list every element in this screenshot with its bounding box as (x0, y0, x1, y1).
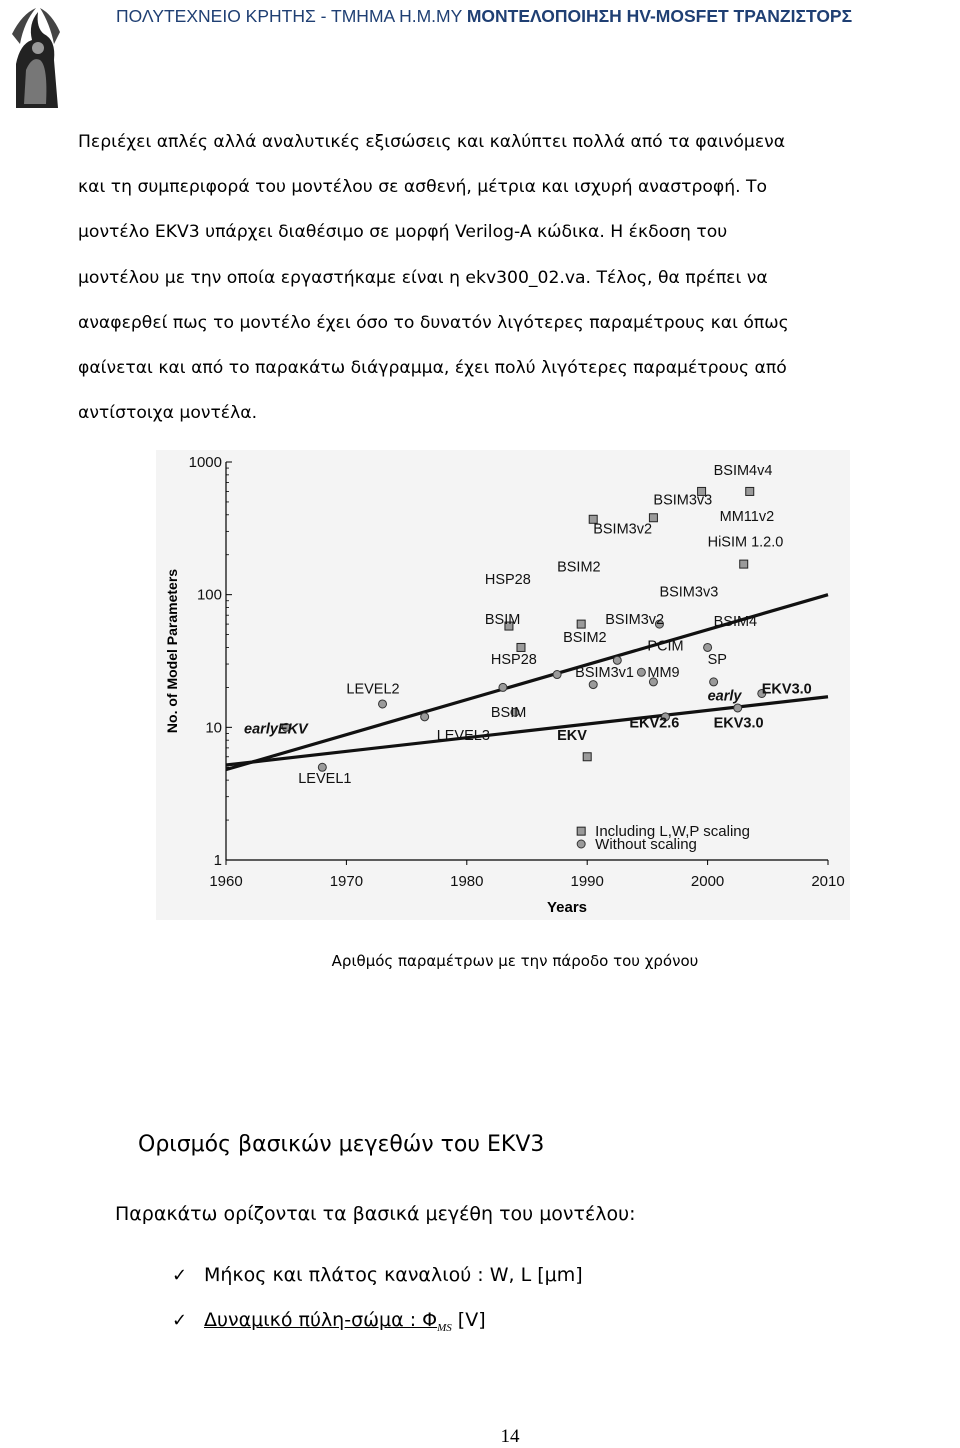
legend-label: Including L,W,P scaling (595, 823, 750, 841)
point-annotation: BSIM3v3 (659, 584, 719, 601)
point-annotation: BSIM2 (563, 629, 607, 646)
intro-paragraph (78, 120, 878, 436)
x-tick-label: 1990 (570, 873, 604, 890)
x-tick-label: 1980 (450, 873, 484, 890)
point-annotation: MM9 (647, 664, 680, 681)
point-annotation: HSP28 (490, 652, 537, 669)
point-annotation: BSIM (484, 612, 521, 629)
point-annotation: SP (707, 652, 727, 669)
y-tick-label: 1 (213, 852, 222, 869)
list-item (172, 1264, 583, 1309)
x-tick-label: 2010 (811, 873, 845, 890)
point-annotation: BSIM3v2 (605, 612, 665, 629)
data-point-circle (704, 643, 712, 651)
paragraph-line: αντίστοιχα μοντέλα. (78, 403, 258, 424)
legend-square-marker (577, 827, 585, 835)
checkmark-icon: ✓ (172, 1265, 188, 1286)
data-point-square (577, 620, 585, 628)
point-annotation: LEVEL2 (346, 681, 400, 698)
point-annotation: PCIM (647, 638, 684, 655)
checkmark-icon: ✓ (172, 1310, 188, 1331)
point-annotation: HSP28 (484, 572, 531, 589)
data-point-circle (421, 713, 429, 721)
bullet-text: Δυναμικό πύλη-σώμα : Φ (204, 1309, 438, 1331)
data-point-circle (613, 656, 621, 664)
x-tick-label: 1960 (209, 873, 243, 890)
point-annotation: earlyEKV (244, 721, 308, 738)
point-annotation: LEVEL3 (436, 728, 490, 745)
header-department: ΠΟΛΥΤΕΧΝΕΙΟ ΚΡΗΤΗΣ - ΤΜΗΜΑ Η.Μ.ΜΥ (116, 6, 462, 26)
list-item (172, 1309, 583, 1354)
subscript: MS (437, 1322, 452, 1334)
point-annotation: HiSIM 1.2.0 (707, 534, 784, 551)
data-point-circle (318, 763, 326, 771)
data-point-circle (710, 678, 718, 686)
paragraph-line: αναφερθεί πως το μοντέλο έχει όσο το δυνατόν λιγότερες παραμέτρους και όπως (78, 312, 789, 333)
legend-label: Without scaling (595, 836, 697, 854)
point-annotation: BSIM4 (713, 614, 758, 631)
point-annotation: BSIM3v2 (593, 521, 653, 538)
paragraph-line: Περιέχει απλές αλλά αναλυτικές εξισώσεις και καλύπτει πολλά από τα φαινόμενα (78, 132, 786, 152)
y-axis-label: No. of Model Parameters (164, 568, 180, 734)
y-tick-label: 10 (205, 719, 222, 737)
point-annotation: EKV2.6 (629, 715, 680, 732)
point-annotation: EKV3.0 (761, 681, 812, 698)
data-point-circle (553, 671, 561, 679)
data-point-circle (499, 683, 507, 691)
data-point-circle (589, 681, 597, 689)
paragraph-line: μοντέλο EKV3 υπάρχει διαθέσιμο σε μορφή Verilog-A κώδικα. Η έκδοση του (78, 222, 728, 243)
page-header (116, 6, 956, 32)
bullet-suffix: [V] (451, 1309, 486, 1331)
point-annotation: EKV (557, 728, 587, 745)
model-parameters-chart (156, 450, 850, 920)
university-logo-icon (10, 4, 62, 112)
section-title: Ορισμός βασικών μεγεθών του EKV3 (138, 1132, 545, 1157)
point-annotation: early (707, 688, 742, 705)
legend-circle-marker (577, 840, 585, 848)
intro-text: Παρακάτω ορίζονται τα βασικά μεγέθη του μοντέλου: (115, 1203, 636, 1225)
point-annotation: MM11v2 (719, 508, 775, 525)
paragraph-line: φαίνεται και από το παρακάτω διάγραμμα, έχει πολύ λιγότερες παραμέτρους από (78, 358, 787, 379)
definitions-list (172, 1264, 583, 1354)
data-point-square (583, 753, 591, 761)
data-point-square (517, 643, 525, 651)
y-tick-label: 100 (196, 586, 222, 604)
x-axis-label: Years (546, 899, 588, 916)
data-point-square (746, 487, 754, 495)
paragraph-line: και τη συμπεριφορά του μοντέλου σε ασθενή, μέτρια και ισχυρή αναστροφή. Το (78, 177, 768, 198)
x-tick-label: 2000 (690, 873, 725, 890)
y-tick-label: 1000 (188, 454, 222, 471)
data-point-circle (734, 704, 742, 712)
bullet-text: Μήκος και πλάτος καναλιού : W, L [μm] (204, 1264, 583, 1286)
x-tick-label: 1970 (329, 873, 364, 890)
data-point-square (740, 560, 748, 568)
data-point-circle (637, 668, 645, 676)
point-annotation: BSIM3v3 (653, 492, 713, 509)
figure-caption: Αριθμός παραμέτρων με την πάροδο του χρόνου (331, 952, 699, 970)
point-annotation: BSIM (490, 704, 527, 721)
point-annotation: LEVEL1 (298, 771, 352, 788)
point-annotation: EKV3.0 (713, 715, 764, 732)
page-number: 14 (500, 1426, 520, 1447)
data-point-circle (379, 700, 387, 708)
point-annotation: BSIM2 (557, 559, 601, 576)
header-title: ΜΟΝΤΕΛΟΠΟΙΗΣΗ HV-MOSFET ΤΡΑΝΖΙΣΤΟΡΣ (466, 6, 853, 26)
paragraph-line: μοντέλου με την οποία εργαστήκαμε είναι η ekv300_02.va. Τέλος, θα πρέπει να (78, 267, 768, 288)
point-annotation: BSIM4v4 (713, 462, 773, 479)
point-annotation: BSIM3v1 (575, 664, 635, 681)
